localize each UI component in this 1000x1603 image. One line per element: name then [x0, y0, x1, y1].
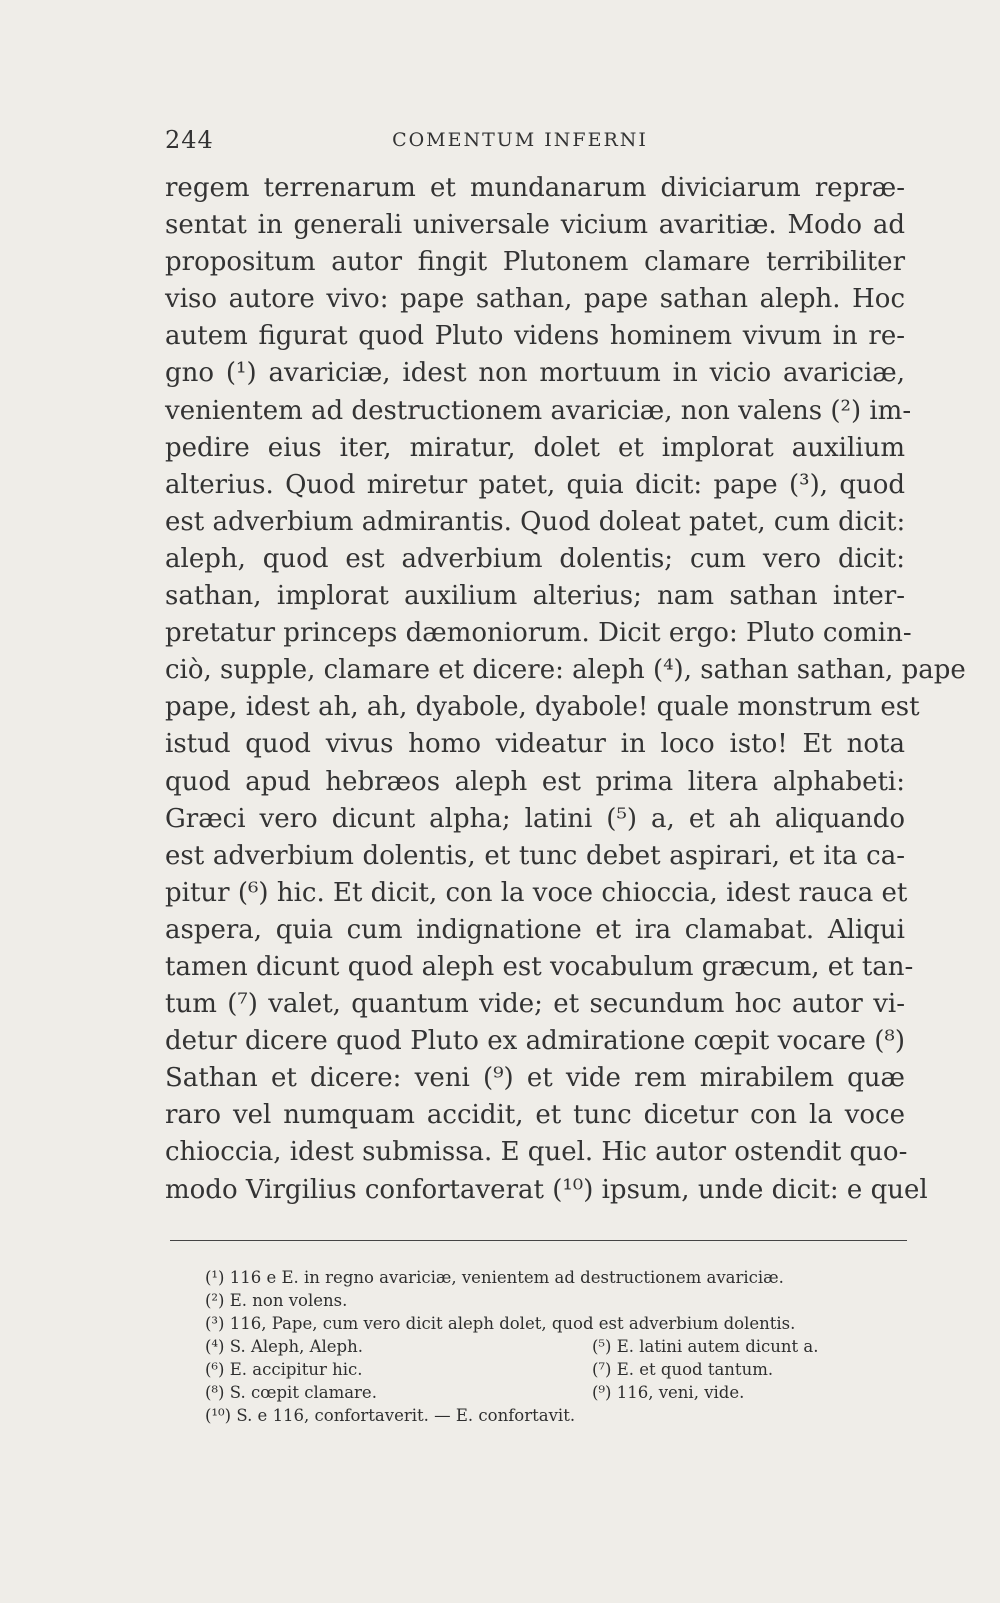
text-line: pretatur princeps dæmoniorum. Dicit ergo: Pluto comin-	[165, 618, 912, 649]
text-line: aleph, quod est adverbium dolentis; cum vero dicit:	[165, 543, 905, 574]
footnote: (¹⁰) S. e 116, confortaverit. — E. confortavit.	[205, 1406, 576, 1425]
text-line: raro vel numquam accidit, et tunc dicetur con la voce	[165, 1100, 905, 1131]
footnote: (²) E. non volens.	[205, 1291, 348, 1310]
text-line: tamen dicunt quod aleph est vocabulum græcum, et tan-	[165, 951, 914, 982]
page-header	[165, 126, 885, 162]
footnote: (⁹) 116, veni, vide.	[592, 1383, 745, 1402]
text-line: aspera, quia cum indignatione et ira clamabat. Aliqui	[165, 914, 905, 945]
text-line: sathan, implorat auxilium alterius; nam sathan inter-	[165, 581, 905, 612]
text-line: pitur (⁶) hic. Et dicit, con la voce chioccia, idest rauca et	[165, 877, 908, 908]
text-line: ciò, supple, clamare et dicere: aleph (⁴), sathan sathan, pape	[165, 655, 966, 686]
text-line: autem figurat quod Pluto videns hominem vivum in re-	[165, 321, 905, 352]
text-line: istud quod vivus homo videatur in loco isto! Et nota	[165, 729, 905, 760]
text-line: est adverbium admirantis. Quod doleat patet, cum dicit:	[165, 506, 906, 537]
text-line: gno (¹) avariciæ, idest non mortuum in vicio avariciæ,	[165, 358, 905, 389]
text-line: detur dicere quod Pluto ex admiratione cœpit vocare (⁸)	[165, 1026, 905, 1057]
text-line: tum (⁷) valet, quantum vide; et secundum hoc autor vi-	[165, 989, 905, 1020]
footnote: (⁷) E. et quod tantum.	[592, 1360, 774, 1379]
page-number: 244	[165, 126, 214, 154]
text-line: pape, idest ah, ah, dyabole, dyabole! quale monstrum est	[165, 692, 920, 723]
footnote: (⁶) E. accipitur hic.	[205, 1360, 363, 1379]
footnote: (¹) 116 e E. in regno avariciæ, venientem ad destructionem avariciæ.	[205, 1268, 784, 1287]
text-line: viso autore vivo: pape sathan, pape sathan aleph. Hoc	[165, 284, 905, 315]
text-line: Sathan et dicere: veni (⁹) et vide rem mirabilem quæ	[165, 1063, 905, 1094]
text-line: propositum autor fingit Plutonem clamare terribiliter	[165, 247, 905, 278]
footnote: (⁸) S. cœpit clamare.	[205, 1383, 377, 1402]
footnote: (⁵) E. latini autem dicunt a.	[592, 1337, 819, 1356]
text-line: est adverbium dolentis, et tunc debet aspirari, et ita ca-	[165, 840, 905, 871]
text-line: regem terrenarum et mundanarum diviciarum repræ-	[165, 173, 905, 203]
text-line: modo Virgilius confortaverat (¹⁰) ipsum, unde dicit: e quel	[165, 1174, 928, 1205]
text-line: chioccia, idest submissa. E quel. Hic autor ostendit quo-	[165, 1137, 908, 1168]
footnote-divider	[170, 1240, 907, 1241]
footnote: (³) 116, Pape, cum vero dicit aleph dolet, quod est adverbium dolentis.	[205, 1314, 796, 1333]
running-title: COMENTUM INFERNI	[392, 129, 648, 151]
footnotes	[205, 1266, 905, 1427]
footnote: (⁴) S. Aleph, Aleph.	[205, 1337, 363, 1356]
text-line: pedire eius iter, miratur, dolet et implorat auxilium	[165, 432, 905, 463]
main-text	[165, 170, 966, 1209]
text-line: quod apud hebræos aleph est prima litera alphabeti:	[165, 766, 905, 797]
text-line: venientem ad destructionem avariciæ, non valens (²) im-	[165, 395, 912, 426]
text-line: Græci vero dicunt alpha; latini (⁵) a, et ah aliquando	[165, 803, 905, 834]
text-line: alterius. Quod miretur patet, quia dicit: pape (³), quod	[165, 469, 905, 500]
text-line: sentat in generali universale vicium avaritiæ. Modo ad	[165, 210, 905, 241]
